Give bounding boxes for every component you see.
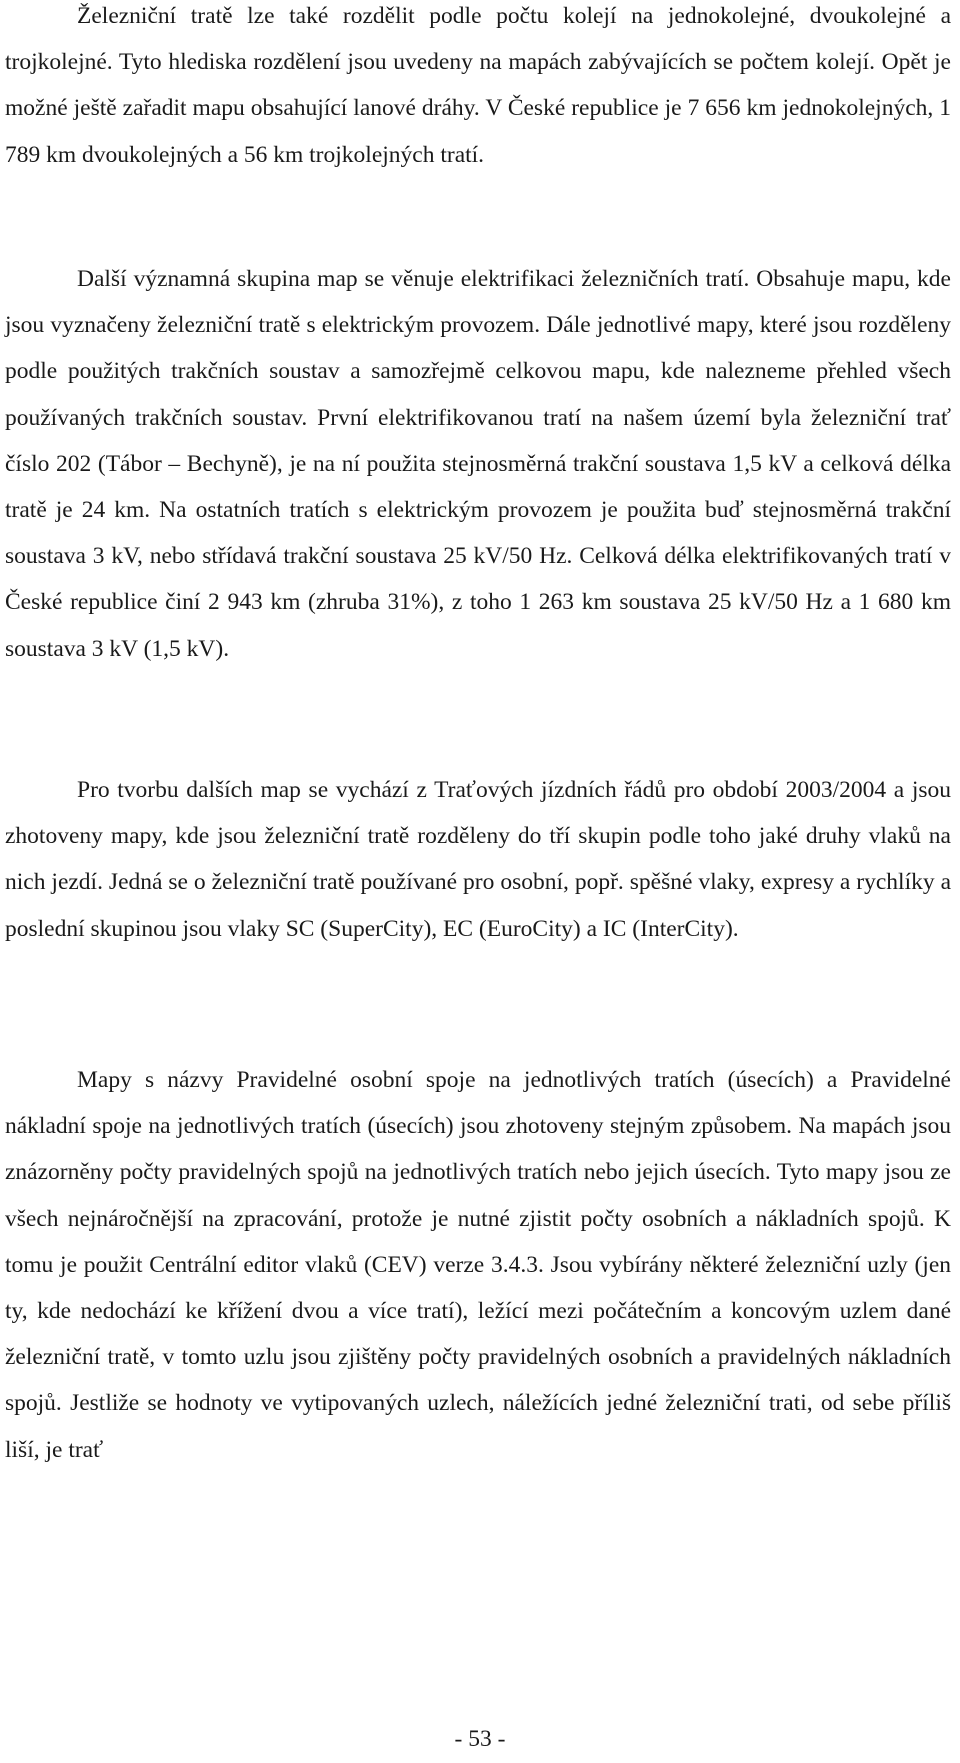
paragraph-regular-services: Mapy s názvy Pravidelné osobní spoje na jednotlivých tratích (úsecích) a Pravidelné nákladní spoje na jednotlivých tratích (úsecích) jsou zhotoveny stejným způsobem. Na mapách jsou znázorněny počty pravidelných spojů na jednotlivých tratích nebo jejich úsecích. Tyto mapy jsou ze všech nejnáročnější na zpracování, protože je nutné zjistit počty osobních a nákladních spojů. K tomu je použit Centrální editor vlaků (CEV) verze 3.4.3. Jsou vybírány některé železniční uzly (jen ty, kde nedochází ke křížení dvou a více tratí), ležící mezi počátečním a koncovým uzlem dané železniční tratě, v tomto uzlu jsou zjištěny počty pravidelných osobních a pravidelných nákladních spojů. Jestliže se hodnoty ve vytipovaných uzlech, náležících jedné železniční trati, od sebe příliš liší, je trať <box>5 1067 951 1463</box>
page-number: - 53 - <box>454 1726 506 1752</box>
paragraph-train-types: Pro tvorbu dalších map se vychází z Traťových jízdních řádů pro období 2003/2004 a jsou zhotoveny mapy, kde jsou železniční tratě rozděleny do tří skupin podle toho jaké druhy vlaků na nich jezdí. Jedná se o železniční tratě používané pro osobní, popř. spěšné vlaky, expresy a rychlíky a poslední skupinou jsou vlaky SC (SuperCity), EC (EuroCity) a IC (InterCity). <box>5 777 951 942</box>
paragraph-electrification: Další významná skupina map se věnuje elektrifikaci železničních tratí. Obsahuje mapu, kde jsou vyznačeny železniční tratě s elektrickým provozem. Dále jednotlivé mapy, které jsou rozděleny podle použitých trakčních soustav a samozřejmě celkovou mapu, kde nalezneme přehled všech používaných trakčních soustav. První elektrifikovanou tratí na našem území byla železniční trať číslo 202 (Tábor – Bechyně), je na ní použita stejnosměrná trakční soustava 1,5 kV a celková délka tratě je 24 km. Na ostatních tratích s elektrickým provozem je použita buď stejnosměrná trakční soustava 3 kV, nebo střídavá trakční soustava 25 kV/50 Hz. Celková délka elektrifikovaných tratí v České republice činí 2 943 km (zhruba 31%), z toho 1 263 km soustava 25 kV/50 Hz a 1 680 km soustava 3 kV (1,5 kV). <box>5 266 951 662</box>
paragraph-track-count: Železniční tratě lze také rozdělit podle počtu kolejí na jednokolejné, dvoukolejné a trojkolejné. Tyto hlediska rozdělení jsou uvedeny na mapách zabývajících se počtem kolejí. Opět je možné ještě zařadit mapu obsahující lanové dráhy. V České republice je 7 656 km jednokolejných, 1 789 km dvoukolejných a 56 km trojkolejných tratí. <box>5 3 951 168</box>
